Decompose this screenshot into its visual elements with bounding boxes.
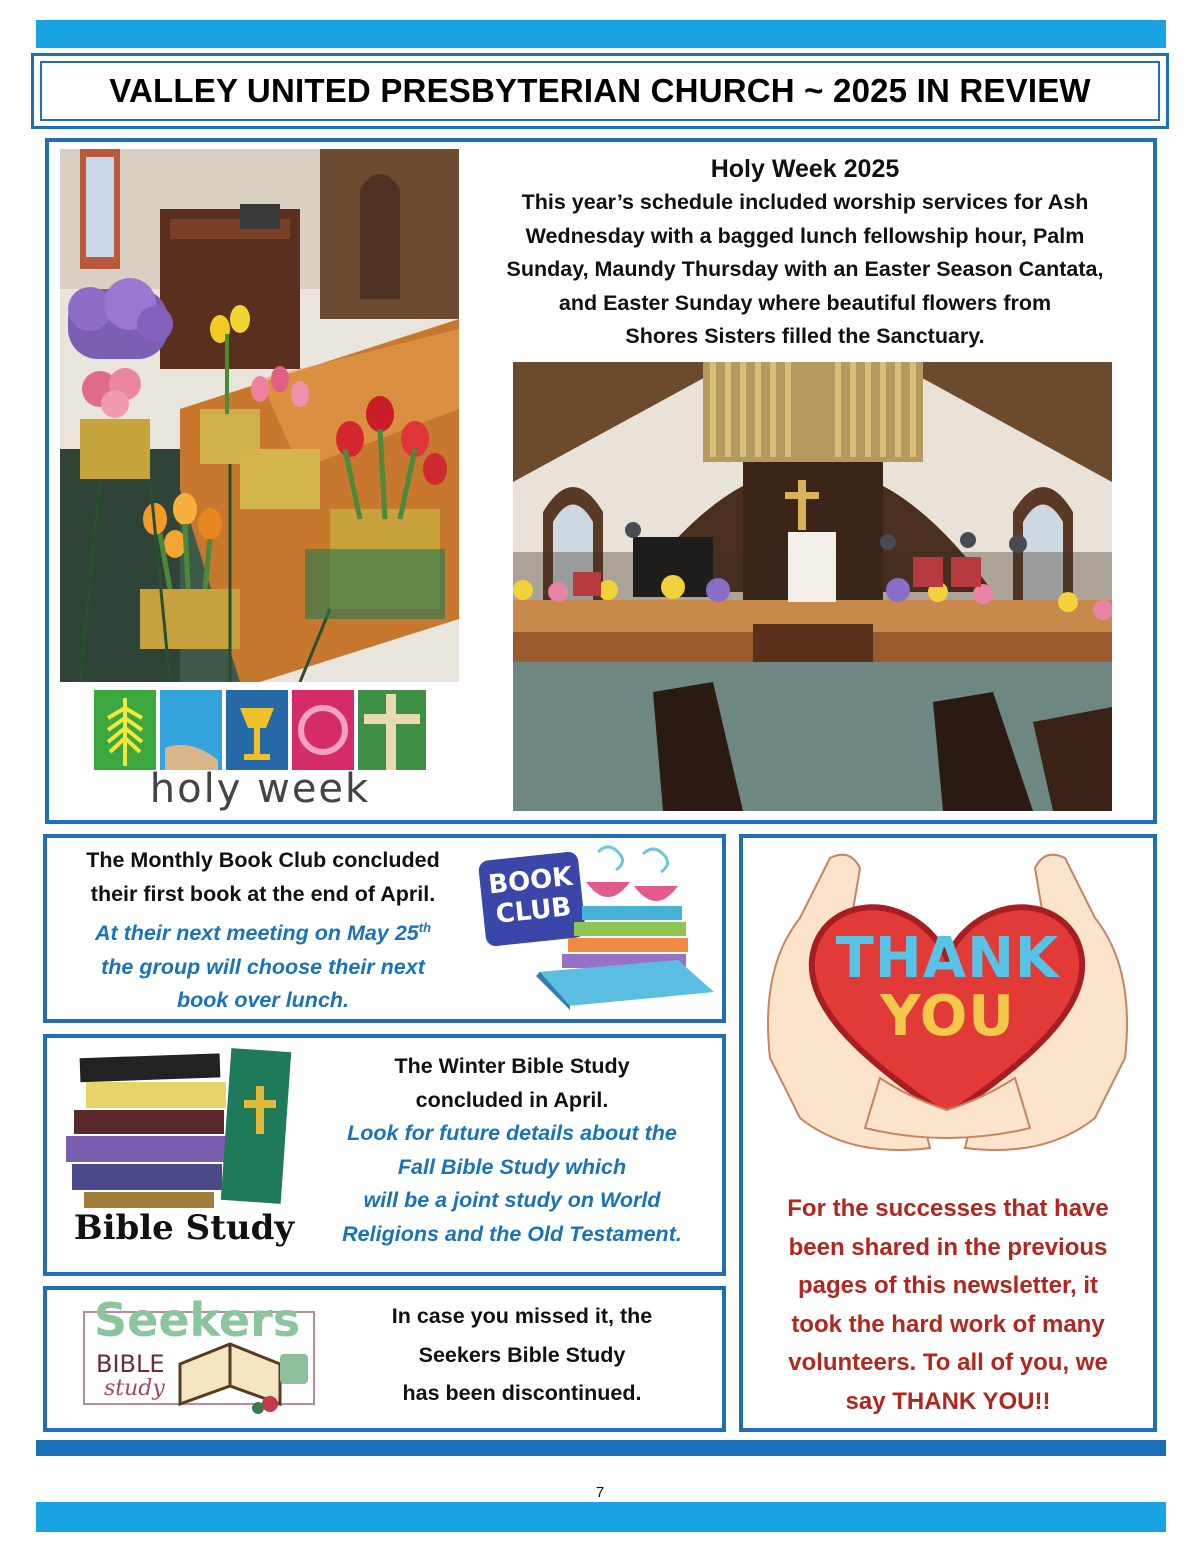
bible-study-italic-line: Fall Bible Study which — [397, 1154, 627, 1179]
easter-flowers-photo — [60, 149, 459, 682]
thank-you-line: been shared in the previous — [788, 1233, 1108, 1261]
holy-week-heading: Holy Week 2025 — [710, 155, 900, 183]
page-title: VALLEY UNITED PRESBYTERIAN CHURCH ~ 2025 IN REVIEW — [109, 72, 1091, 109]
book-club-logo-word: BOOK — [487, 861, 574, 901]
bible-study-line: The Winter Bible Study — [394, 1054, 630, 1078]
title-inner-frame — [40, 61, 1160, 121]
bottom-rule — [36, 1440, 1166, 1456]
holy-week-logo — [90, 688, 430, 810]
seekers-line: In case you missed it, the — [391, 1304, 653, 1328]
page-number: 7 — [595, 1484, 605, 1501]
holy-week-text-block — [470, 152, 1140, 354]
book-club-line: The Monthly Book Club concluded — [86, 848, 440, 872]
bible-study-logo — [64, 1042, 304, 1262]
holy-week-body — [470, 186, 1140, 354]
thank-you-line: say THANK YOU!! — [845, 1387, 1051, 1415]
bible-study-italic-line: Look for future details about the — [347, 1121, 677, 1145]
book-club-next-meeting: At their next meeting on May 25 — [94, 921, 419, 946]
top-accent-bar — [36, 20, 1166, 48]
book-club-logo — [478, 842, 718, 1012]
holy-week-line: Sunday, Maundy Thursday with an Easter Season Cantata, — [506, 257, 1104, 281]
seekers-logo-word: study — [104, 1376, 165, 1401]
holy-week-line: Wednesday with a bagged lunch fellowship hour, Palm — [525, 223, 1085, 248]
sanctuary-illustration — [513, 362, 1112, 811]
bible-study-italic-line: Religions and the Old Testament. — [342, 1221, 682, 1246]
heart-text — [760, 926, 1135, 1049]
thank-you-line: For the successes that have — [787, 1195, 1109, 1222]
book-club-text — [52, 844, 474, 1018]
bible-study-text — [316, 1050, 708, 1251]
seekers-logo-word: Seekers — [94, 1293, 301, 1347]
holy-week-line: Shores Sisters filled the Sanctuary. — [625, 324, 985, 348]
sanctuary-photo — [513, 362, 1112, 811]
seekers-line: Seekers Bible Study — [418, 1342, 626, 1367]
seekers-text — [330, 1297, 714, 1413]
book-club-italic-line: the group will choose their next — [101, 954, 425, 979]
book-club-italic-line — [52, 911, 474, 951]
title-frame — [31, 53, 1169, 129]
holy-week-line: This year’s schedule included worship services for Ash — [521, 190, 1089, 214]
seekers-logo-word: BIBLE — [96, 1350, 165, 1378]
bible-study-italic-line: will be a joint study on World — [363, 1188, 661, 1212]
holy-week-line: and Easter Sunday where beautiful flowers from — [558, 290, 1052, 315]
book-club-line: their first book at the end of April. — [90, 881, 436, 906]
book-club-italic-line: book over lunch. — [176, 988, 350, 1013]
heart-text-line: THANK — [835, 926, 1060, 991]
heart-text-line: YOU — [880, 984, 1015, 1049]
seekers-logo — [80, 1294, 320, 1420]
book-club-date-suffix: th — [418, 920, 432, 935]
bible-study-line: concluded in April. — [415, 1087, 609, 1112]
thank-you-message — [752, 1190, 1144, 1421]
footer-accent-bar — [36, 1502, 1166, 1532]
bible-study-logo-text: Bible Study — [73, 1208, 295, 1248]
book-club-logo-text — [485, 862, 579, 931]
easter-flowers-illustration — [60, 149, 459, 682]
thank-you-illustration — [760, 848, 1135, 1178]
thank-you-line: pages of this newsletter, it — [797, 1272, 1099, 1299]
book-club-logo-word: CLUB — [494, 892, 573, 930]
thank-you-line: took the hard work of many — [791, 1310, 1105, 1338]
seekers-line: has been discontinued. — [402, 1381, 642, 1405]
bible-study-logo-art — [64, 1042, 304, 1212]
thank-you-line: volunteers. To all of you, we — [788, 1349, 1108, 1376]
holy-week-logo-text: holy week — [149, 766, 371, 812]
